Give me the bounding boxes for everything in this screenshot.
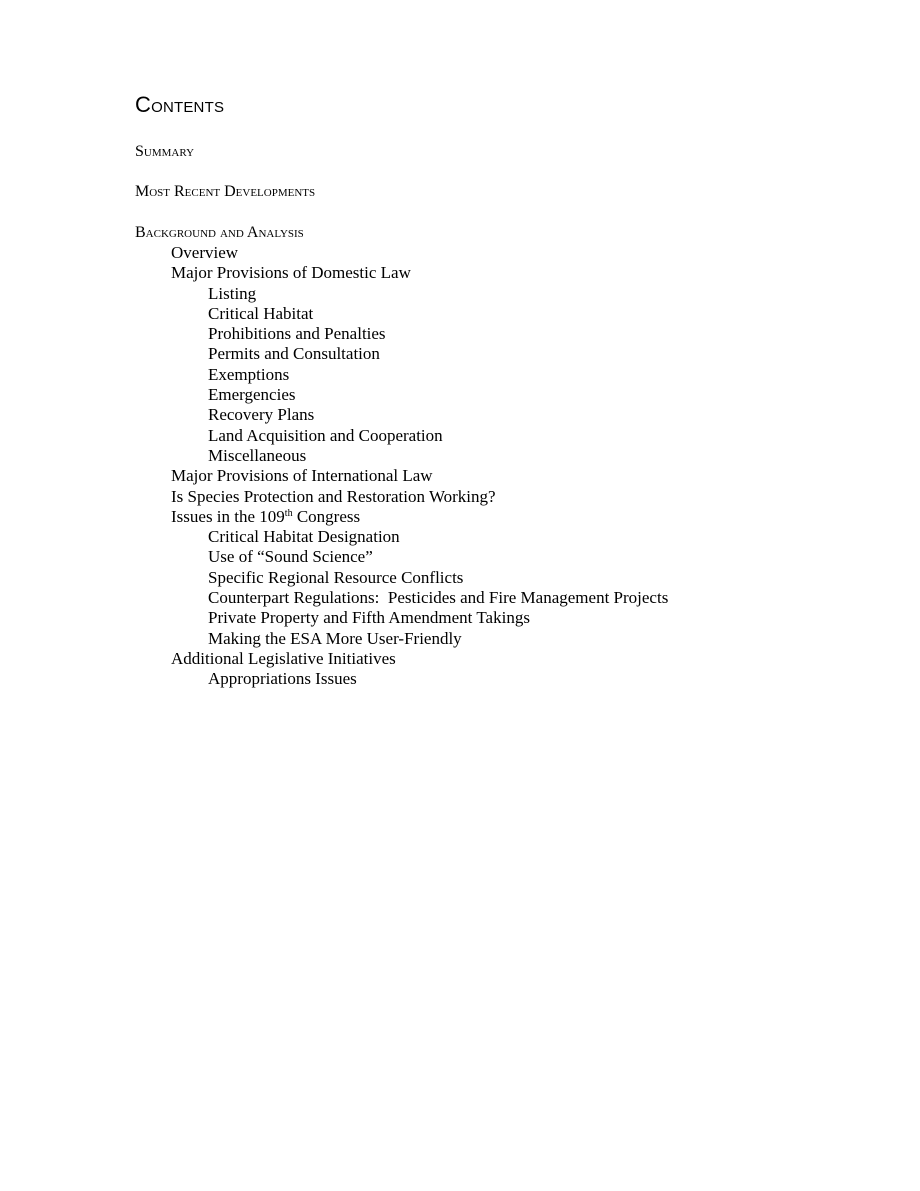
toc-entry: Is Species Protection and Restoration Working? (171, 486, 496, 506)
toc-entry: Critical Habitat (208, 303, 314, 323)
toc-entry: Recovery Plans (208, 405, 315, 425)
toc-entry: Issues in the 109th Congress (171, 506, 361, 526)
ordinal-superscript: th (284, 507, 293, 519)
toc-entry: Exemptions (208, 364, 290, 384)
toc-entry: Major Provisions of International Law (171, 466, 433, 486)
toc-entry: Permits and Consultation (208, 344, 380, 364)
toc-entry: Appropriations Issues (208, 669, 357, 689)
toc-entry: Overview (171, 243, 239, 262)
toc-entry: Miscellaneous (208, 445, 307, 465)
toc-entry: Prohibitions and Penalties (208, 324, 386, 344)
toc-entry: Use of “Sound Science” (208, 547, 373, 567)
toc-entry: Land Acquisition and Cooperation (208, 425, 443, 445)
contents-title: Contents (135, 92, 225, 117)
toc-entries (135, 243, 668, 690)
toc-entry: Counterpart Regulations: Pesticides and Fire Management Projects (208, 588, 669, 608)
toc-entry: Critical Habitat Designation (208, 527, 400, 547)
toc-entry: Specific Regional Resource Conflicts (208, 567, 464, 587)
toc-section-recent-developments: Most Recent Developments (135, 183, 316, 200)
toc-entry: Additional Legislative Initiatives (171, 648, 396, 668)
toc-section-background: Background and Analysis (135, 224, 304, 241)
toc-entry: Major Provisions of Domestic Law (171, 263, 411, 283)
toc-entry: Making the ESA More User-Friendly (208, 628, 462, 648)
toc-section-summary: Summary (135, 143, 195, 160)
toc-entry: Listing (208, 283, 257, 303)
toc-entry: Private Property and Fifth Amendment Takings (208, 608, 530, 628)
toc-entry: Emergencies (208, 385, 296, 405)
